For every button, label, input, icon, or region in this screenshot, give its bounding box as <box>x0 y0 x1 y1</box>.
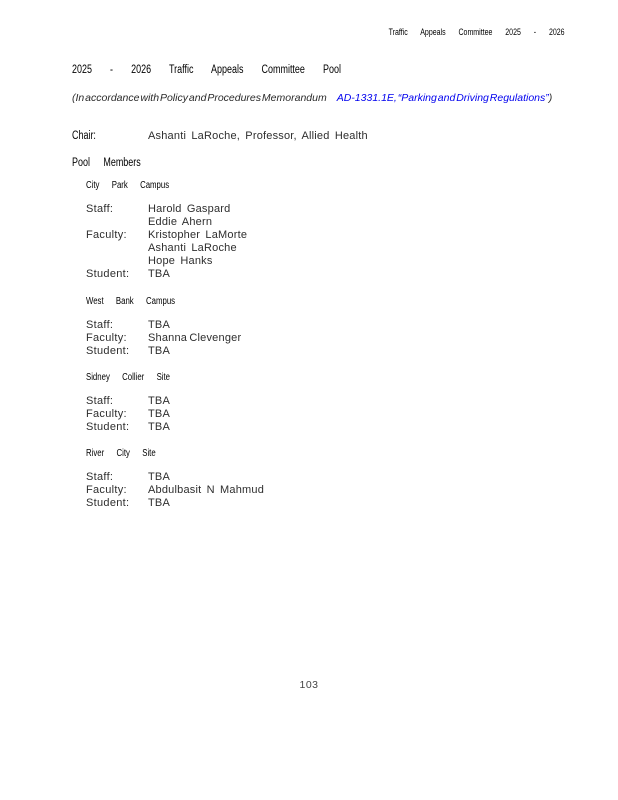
roster-row <box>86 421 194 434</box>
name-list <box>148 471 170 484</box>
roster-row <box>86 408 194 421</box>
page-title: 2025 - 2026 Traffic Appeals Committee Pool <box>72 64 341 76</box>
member-name: TBA <box>148 319 170 331</box>
member-name: Abdulbasit N Mahmud <box>148 484 265 496</box>
role-label: Faculty: <box>86 229 127 241</box>
section-west-bank-campus <box>86 296 241 358</box>
chair-value: Ashanti LaRoche, Professor, Allied Health <box>148 130 368 142</box>
page-title-row <box>72 64 417 76</box>
role-label: Student: <box>86 497 130 509</box>
name-list <box>148 268 170 281</box>
role-label: Staff: <box>86 319 114 331</box>
section-rows <box>86 395 194 434</box>
name-list <box>148 408 170 421</box>
memo-policy-link[interactable]: AD-1331.1E, “Parking and Driving Regulations” <box>336 92 549 104</box>
member-name: Eddie Ahern <box>148 216 213 228</box>
memo-prefix-text: (In accordance with Policy and Procedures Memorandum <box>72 92 327 104</box>
role-label: Student: <box>86 268 130 280</box>
memo-line <box>72 92 598 104</box>
section-rows <box>86 319 241 358</box>
member-name: Kristopher LaMorte <box>148 229 248 241</box>
section-river-city-site <box>86 448 264 510</box>
role-label: Staff: <box>86 395 114 407</box>
roster-row <box>86 319 241 332</box>
role-label: Faculty: <box>86 484 127 496</box>
name-list <box>148 395 170 408</box>
member-name: Ashanti LaRoche <box>148 242 237 254</box>
chair-row <box>72 130 368 142</box>
section-title-row <box>86 180 247 193</box>
name-list <box>148 203 230 229</box>
section-rows <box>86 471 264 510</box>
member-name: Harold Gaspard <box>148 203 231 215</box>
name-list <box>148 421 170 434</box>
section-title-row <box>86 448 264 461</box>
roster-row <box>86 484 264 497</box>
member-name: TBA <box>148 268 170 280</box>
section-title: Sidney Collier Site <box>86 372 171 383</box>
chair-label-cell <box>72 130 148 142</box>
section-title: City Park Campus <box>86 180 170 191</box>
role-label: Staff: <box>86 471 114 483</box>
member-name: TBA <box>148 471 170 483</box>
member-name: Shanna Clevenger <box>148 332 242 344</box>
member-name: TBA <box>148 395 170 407</box>
roster-row <box>86 497 264 510</box>
section-rows <box>86 203 247 281</box>
section-title: River City Site <box>86 448 156 459</box>
section-city-park-campus <box>86 180 247 281</box>
name-list <box>148 484 264 497</box>
section-title: West Bank Campus <box>86 296 176 307</box>
section-title-row <box>86 372 194 385</box>
roster-row <box>86 332 241 345</box>
roster-row <box>86 395 194 408</box>
role-label: Student: <box>86 421 130 433</box>
member-name: TBA <box>148 421 170 433</box>
roster-row <box>86 268 247 281</box>
pool-members-heading: Pool Members <box>72 157 141 169</box>
role-label: Faculty: <box>86 408 127 420</box>
section-title-row <box>86 296 241 309</box>
running-header <box>0 27 565 37</box>
name-list <box>148 229 247 268</box>
roster-row <box>86 203 247 229</box>
name-list <box>148 497 170 510</box>
roster-row <box>86 229 247 268</box>
role-label: Student: <box>86 345 130 357</box>
name-list <box>148 319 170 332</box>
member-name: Hope Hanks <box>148 255 213 267</box>
chair-label: Chair: <box>72 130 96 142</box>
member-name: TBA <box>148 497 170 509</box>
roster-row <box>86 471 264 484</box>
memo-suffix-text: ) <box>548 92 553 104</box>
member-name: TBA <box>148 345 170 357</box>
running-header-text: Traffic Appeals Committee 2025 - 2026 <box>389 27 565 37</box>
member-name: TBA <box>148 408 170 420</box>
roster-row <box>86 345 241 358</box>
role-label: Faculty: <box>86 332 127 344</box>
section-sidney-collier-site <box>86 372 194 434</box>
name-list <box>148 332 241 345</box>
name-list <box>148 345 170 358</box>
page-number: 103 <box>299 679 319 691</box>
pool-members-heading-row <box>72 157 160 169</box>
role-label: Staff: <box>86 203 114 215</box>
